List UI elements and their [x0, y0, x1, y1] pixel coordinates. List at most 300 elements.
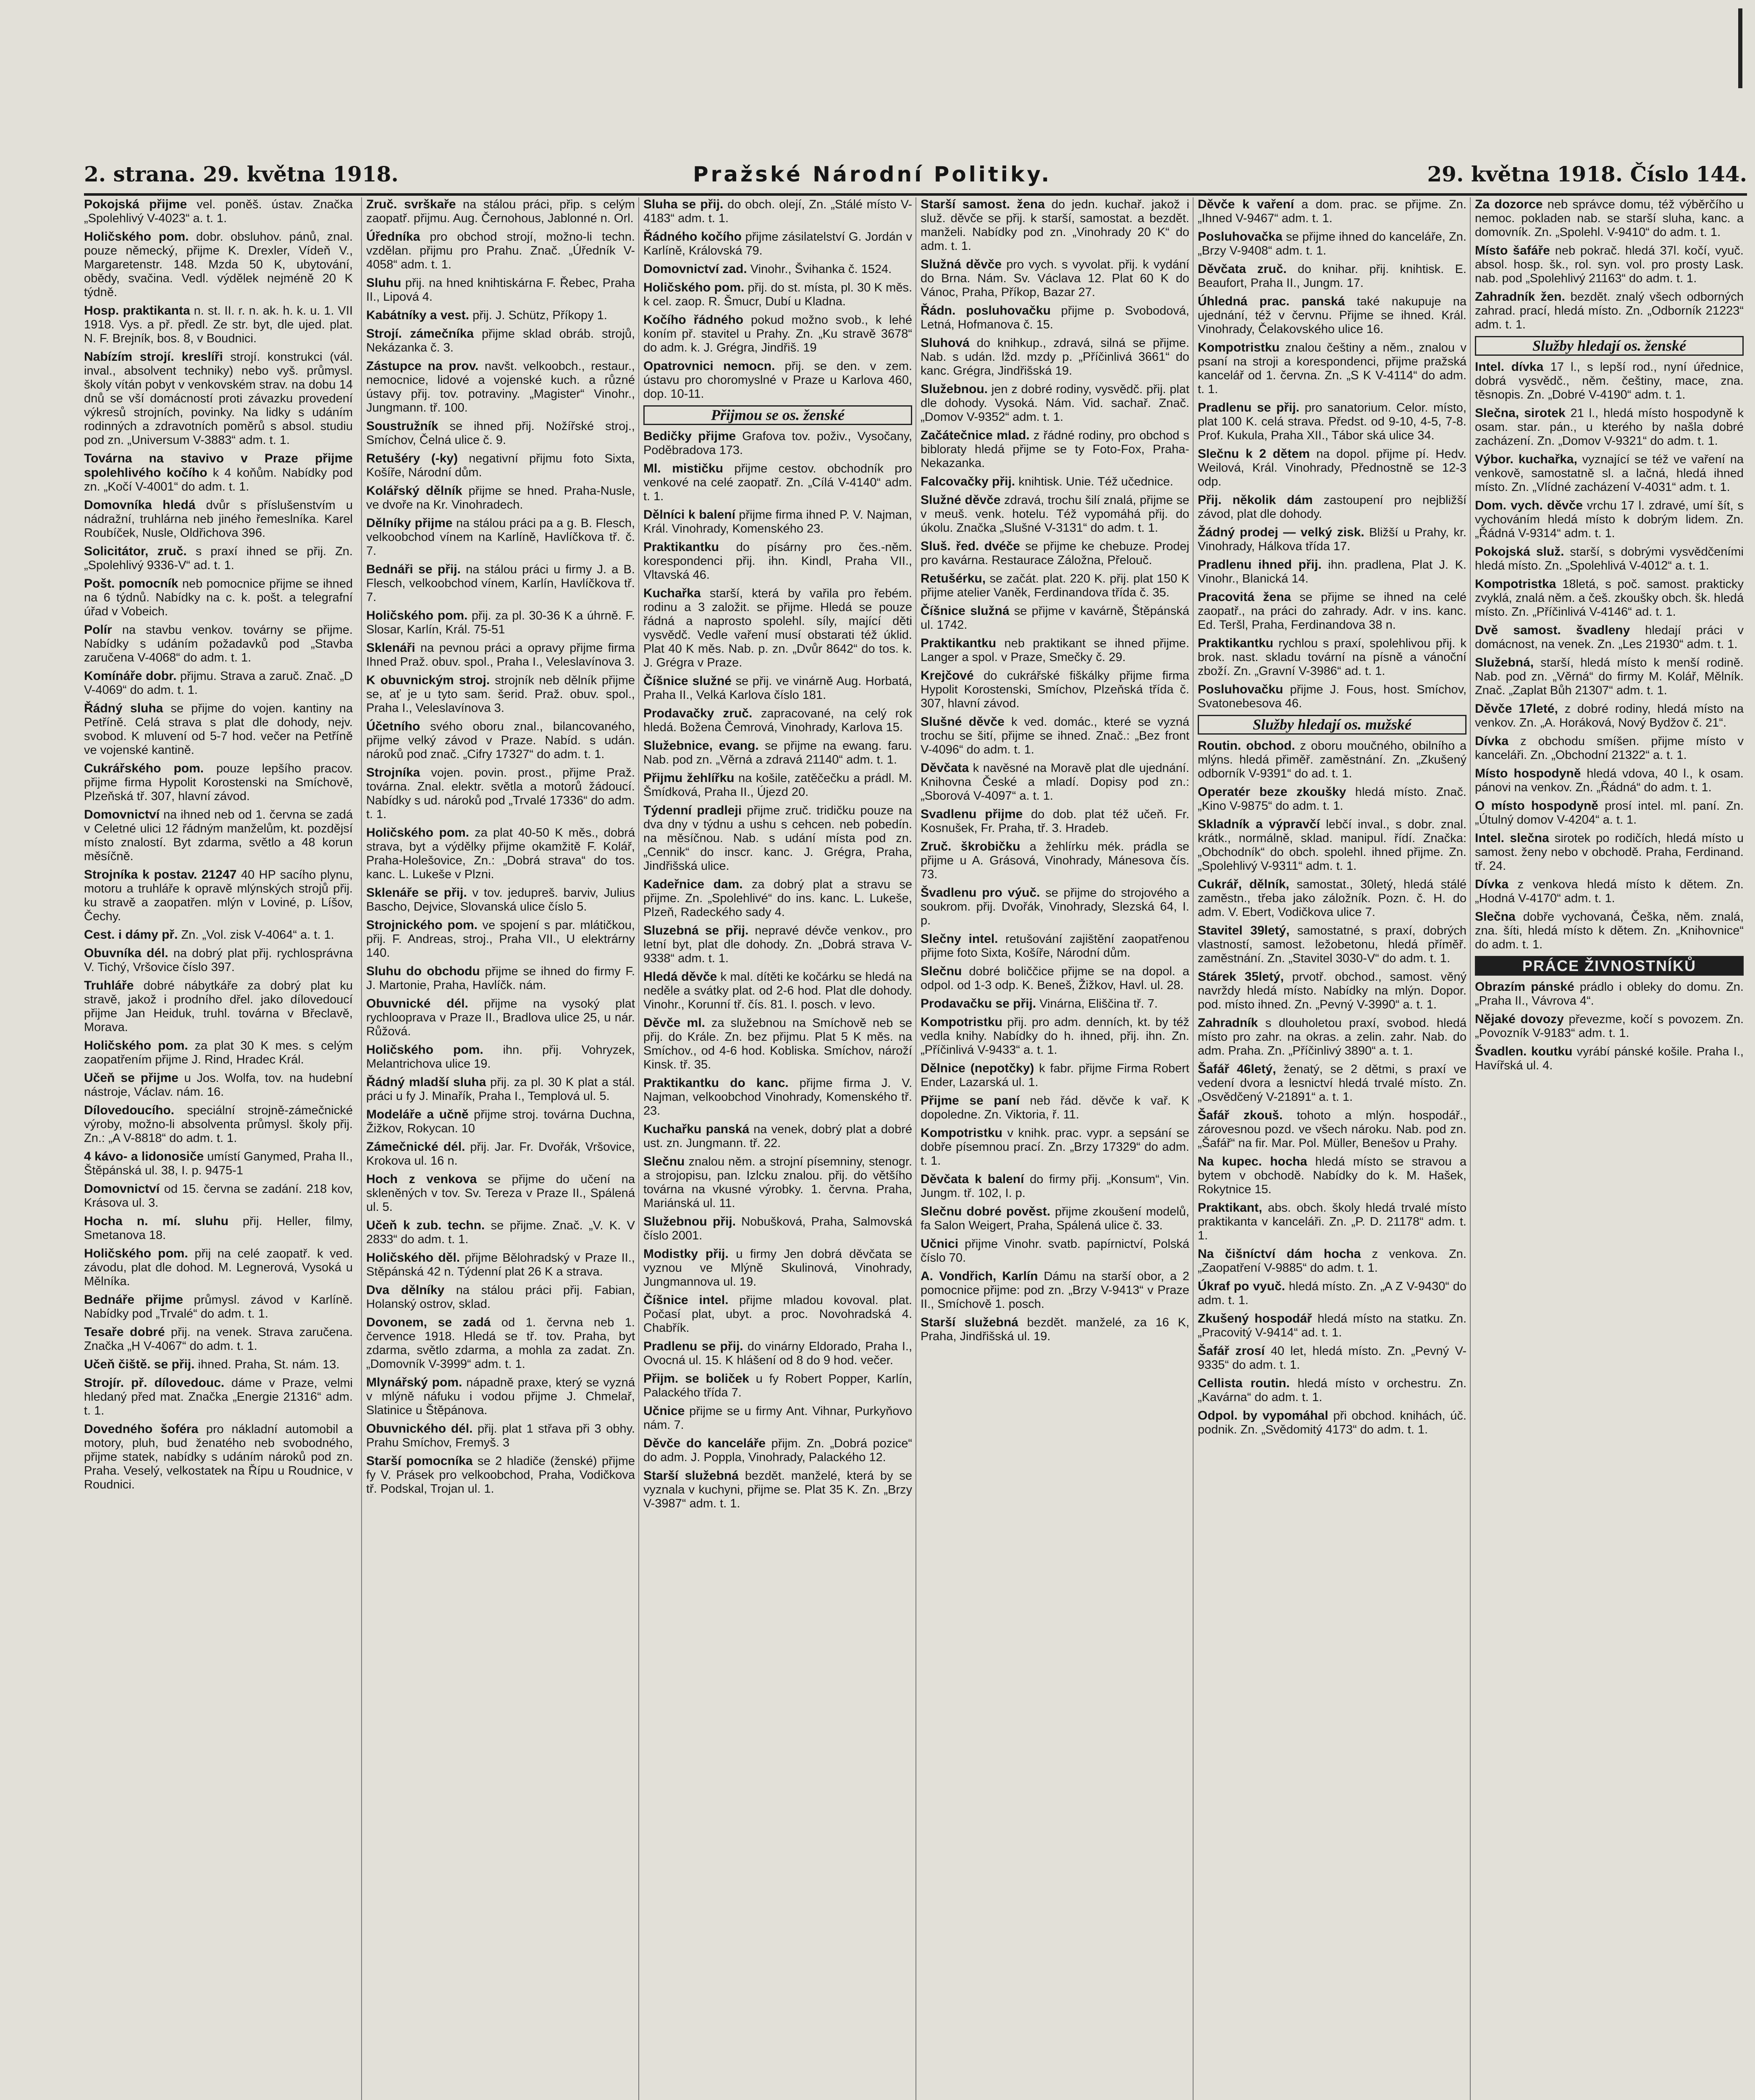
ad-text: do jedn. kuchař. jakož i služ. děvče se přij. k starší, samostat. a bezdět. manželi. Nabídky pod zn. „Vinohrady 20 K“ do adm. t. 1. — [921, 198, 1189, 253]
ad-heading: Strojnického pom. — [366, 918, 478, 932]
ad-text: do obch. olejí, Zn. „Stálé místo V-4183“ adm. t. 1. — [643, 198, 912, 225]
ad-heading: Zahradník — [1198, 1016, 1258, 1030]
ad-text: 17 l., s lepší rod., nyní úřednice, dobrá vysvědč., něm. češtiny, mace, zna. těsnopis. Zn. „Dobré V-4190“ adm. t. 1. — [1475, 360, 1744, 402]
classified-ad — [366, 516, 635, 558]
classified-ad — [84, 623, 353, 665]
ad-heading: Slečny intel. — [921, 932, 998, 946]
ad-text: svého oboru znal., bilancovaného, přijme velký závod v Praze. Nabíd. s udán. nároků pod znač. „Cifry 17327“ do adm. t. 1. — [366, 720, 635, 761]
classified-ad — [84, 544, 353, 572]
ad-text: k ved. domác., které se vyzná trochu se šití, přijme se ihned. Znač.: „Bez front V-4096“ do adm. t. 1. — [921, 715, 1189, 756]
ad-text: přijme zásilatelství G. Jordán v Karlíně, Královská 79. — [643, 230, 912, 257]
classified-ad — [1198, 877, 1466, 919]
classified-ad — [643, 924, 912, 966]
ad-heading: Pokojská služ. — [1475, 545, 1564, 559]
ad-heading: Posluhovačku — [1198, 682, 1283, 696]
ad-text: ihn. pradlena, Plat J. K. Vinohr., Blanická 14. — [1198, 558, 1466, 585]
ad-heading: Holičského pom. — [643, 281, 745, 294]
classified-ad — [1475, 910, 1744, 952]
classified-ad — [921, 886, 1189, 928]
ad-text: dobr. obsluhov. pánů, znal. pouze německý, přijme K. Drexler, Vídeň V., Margaretenstr. 148. Mzda 50 K, ubytování, obědy, svačina. Vedl. výdělek nejméně 20 K týdně. — [84, 230, 353, 299]
issue-date-number: 29. května 1918. Číslo 144. — [1427, 162, 1747, 186]
ad-heading: Sluha se přij. — [643, 197, 724, 211]
classified-ad — [1475, 545, 1744, 573]
classified-ad — [84, 1422, 353, 1492]
ad-heading: Na kupec. hocha — [1198, 1155, 1307, 1168]
ad-heading: Ml. mističku — [643, 462, 724, 475]
ad-text: zdravá, trochu šilí znalá, přijme se v meuš. venk. hotelu. Též vypomáhá přij. do úkolu. Značka „Slušné V-3131“ do adm. t. 1. — [921, 494, 1189, 535]
ad-text: na košile, zatěčečku a prádl. M. Šmídková, Praha II., Újezd 20. — [643, 772, 912, 799]
ad-heading: Kočího řádného — [643, 313, 744, 327]
ad-text: bezdět. znalý všech odborných zahrad. prací, hledá místo. Zn. „Odborník 21223“ adm. t. 1. — [1475, 290, 1744, 331]
classified-ad — [366, 1376, 635, 1418]
ad-text: se přij. ve vinárně Aug. Horbatá, Praha II., Velká Karlova číslo 181. — [643, 675, 912, 702]
classified-ad — [1198, 1409, 1466, 1437]
classified-ad — [366, 452, 635, 480]
ad-text: knihtisk. Unie. Též učednice. — [1018, 475, 1173, 488]
classified-ad — [366, 886, 635, 914]
classified-ad — [1198, 817, 1466, 873]
ad-text: neb řád. děvče k vař. K dopoledne. Zn. Viktoria, ř. 11. — [921, 1094, 1189, 1121]
ad-text: prvotř. obchod., samost. věný navrždy hledá místo. Nabídky na mlýn. Dopor. pod. místo ihned. Zn. „Pevný V-3990“ a. t. 1. — [1198, 970, 1466, 1011]
edge-mark — [1738, 8, 1742, 88]
ad-heading: Přijm. se boliček — [643, 1372, 750, 1386]
ad-text: přij. za pl. 30-36 K a úhrně. F. Slosar, Karlín, Král. 75-51 — [366, 609, 635, 636]
ad-text: pro obchod strojí, možno-li techn. vzdělan. přijmu pro Prahu. Znač. „Úředník V-4058“ adm. t. 1. — [366, 230, 635, 271]
ad-text: Zn. „Vol. zisk V-4064“ a. t. 1. — [181, 928, 334, 942]
ad-text: za plat 40-50 K měs., dobrá strava, byt a výdělky přijme okamžitě F. Kolář, Praha-Holešovice, Zn.: „Dobrá strava“ do tos. kanc. L. Lukeše v Plzni. — [366, 826, 635, 881]
ad-heading: Praktikantku do kanc. — [643, 1076, 789, 1090]
ad-heading: Operatér beze zkoušky — [1198, 785, 1346, 799]
classified-ad — [84, 1182, 353, 1210]
classified-ad — [643, 1469, 912, 1511]
classified-ad — [84, 946, 353, 974]
ad-heading: Zruč. škrobičku — [921, 840, 1020, 853]
ad-text: od 15. června se zadání. 218 kov, Krásova ul. 3. — [84, 1182, 353, 1210]
classified-ad — [1198, 447, 1466, 489]
classified-ad — [84, 761, 353, 803]
classified-ad — [1198, 1155, 1466, 1197]
classified-ad — [366, 1140, 635, 1168]
ad-heading: Číšnice služné — [643, 674, 732, 688]
classified-ad — [643, 359, 912, 401]
ad-heading: Praktikantku — [1198, 636, 1274, 650]
ad-text: na stálou práci, přip. s celým zaopatř. přijmu. Aug. Černohous, Jablonné n. Orl. — [366, 198, 635, 225]
ad-heading: Starší samost. žena — [921, 197, 1045, 211]
ad-heading: Prodavačky zruč. — [643, 706, 753, 720]
ad-text: bezdět. manželé, za 16 K, Praha, Jindřišská ul. 19. — [921, 1316, 1189, 1343]
ad-heading: Kompotristku — [1198, 341, 1280, 354]
ad-heading: Služebná, — [1475, 656, 1534, 669]
ad-text: Dámu na starší obor, a 2 pomocnice přijme: pod zn. „Brzy V-9413“ v Praze II., Smíchově 1. posch. — [921, 1270, 1189, 1311]
ad-text: na stálou práci u firmy J. a B. Flesch, velkoobchod vínem, Karlín, Havlíčkova tř. 7. — [366, 563, 635, 604]
ad-heading: Dělnice (nepotčky) — [921, 1061, 1034, 1075]
ad-text: neb správce domu, též výběrčího u nemoc. pokladen nab. se starší sluha, kanc. a domovník. Zn. „Spolehl. V-9410“ do adm. t. 1. — [1475, 198, 1744, 239]
ad-heading: Starší pomocníka — [366, 1454, 473, 1468]
classified-ad — [366, 1283, 635, 1311]
ad-text: se 2 hladiče (ženské) přijme fy V. Prásek pro velkoobchod, Praha, Vodičkova tř. Podskal, Trojan ul. 1. — [366, 1454, 635, 1496]
ad-text: přijme zkoušení modelů, fa Salon Weigert, Praha, Spálená ulice č. 33. — [921, 1205, 1189, 1232]
classified-ad — [643, 462, 912, 504]
ad-text: starší, která by vařila pro řebém. rodinu a 3 založit. se přijme. Hledá se pouze řádná a naprosto spolehl. síly, mající děti vysvědč. Vedle vaření musí obstarati též úklid. Plat 40 K měs. Nab. p. zn. „Dvůr 8642“ do tos. k. J. Grégra v Praze. — [643, 587, 912, 669]
classified-ad — [1198, 493, 1466, 521]
classified-ad — [84, 979, 353, 1034]
classified-ad — [1475, 1045, 1744, 1073]
column-3 — [638, 197, 912, 2100]
classified-ad — [84, 1325, 353, 1353]
ad-text: rychlou s praxí, spolehlivou přij. k brok. nast. skladu tovární na písně a vánoční zboží. Zn. „Gravní V-3986“ ad. t. 1. — [1198, 637, 1466, 678]
ad-text: nápadně praxe, který se vyzná v mlýně náfuku i vodou přijme J. Chmelař, Slatinice u Štěpánova. — [366, 1376, 635, 1417]
classified-ad — [1475, 766, 1744, 795]
classified-ad — [366, 719, 635, 761]
ad-text: znalou něm. a strojní písemniny, stenogr. a strojopisu, pan. Izlcku znalou. přij. do většího továrna na vkusné výrobky. 1. června. Praha, Mariánská ul. 11. — [643, 1155, 912, 1210]
classified-ad — [921, 1237, 1189, 1265]
ad-text: přij. na venek. Strava zaručena. Značka „H V-4067“ do adm. t. 1. — [84, 1326, 353, 1353]
classified-ad — [921, 1061, 1189, 1089]
column-1 — [84, 197, 353, 2100]
classified-ad — [1475, 290, 1744, 332]
ad-text: strojník neb dělník přijme se, ať je u tyto sam. šerid. Praž. obuv. spol., Praha I., Veleslavínova 3. — [366, 674, 635, 715]
ad-heading: Praktikantku — [643, 540, 719, 554]
ad-heading: Zkušený hospodář — [1198, 1312, 1312, 1326]
classified-ad — [84, 350, 353, 447]
ad-heading: Místo hospodyně — [1475, 766, 1581, 780]
ad-heading: Sluš. řed. dvéče — [921, 539, 1020, 553]
classified-ad — [921, 1015, 1189, 1057]
classified-ad — [366, 1043, 635, 1071]
ad-heading: 4 kávo- a lidonosiče — [84, 1150, 204, 1163]
classified-ad — [84, 1214, 353, 1242]
ad-text: k 4 koňům. Nabídky pod zn. „Kočí V-4001“ do adm. t. 1. — [84, 466, 353, 494]
classified-ad — [1475, 197, 1744, 239]
ad-text: se přijme. Znač. „V. K. V 2833“ do adm. t. 1. — [366, 1219, 635, 1246]
ad-heading: Holičského pom. — [366, 826, 470, 840]
ad-text: dvůr s příslušenstvím u nádražní, truhlárna neb jiného řemeslníka. Karel Roubíček, Nusle, Oldřichova 396. — [84, 499, 353, 540]
ad-heading: Úhledná prac. panská — [1198, 294, 1345, 308]
ad-text: dobré nábytkáře za dobrý plat ku stravě, jakož i prodního dřel. jako dílovedoucí přijme Jan Heiduk, truhl. továrna v Břeclavě, Morava. — [84, 979, 353, 1034]
ad-heading: Obuvnického dél. — [366, 1422, 473, 1436]
ad-text: přijme Vinohr. svatb. papírnictví, Polská číslo 70. — [921, 1237, 1189, 1265]
ad-heading: Slečna — [1475, 910, 1516, 924]
classified-ad — [84, 452, 353, 494]
classified-ad — [1198, 1344, 1466, 1372]
ad-heading: Domovníka hledá — [84, 498, 196, 512]
ad-text: se přijme do učení na skleněných v tov. Sv. Tereza v Praze II., Spálená ul. 5. — [366, 1173, 635, 1214]
ad-text: neb pokrač. hledá 37l. kočí, vyuč. absol. hosp. šk., rol. syn. vol. pro prosty Lask. nab. pod „Spolehlivý 21163“ do adm. t. 1. — [1475, 244, 1744, 285]
ad-text: do písárny pro čes.-něm. korespondenci přij. ihn. Kindl, Praha VII., Vltavská 46. — [643, 541, 912, 582]
ad-heading: Odpol. by vypomáhal — [1198, 1409, 1328, 1423]
ad-heading: Továrna na stavivo v Praze přijme spolehlivého kočího — [84, 452, 353, 480]
ad-text: hledá místo v orchestru. Zn. „Kavárna“ do adm. t. 1. — [1198, 1377, 1466, 1404]
ad-heading: Děvče ml. — [643, 1016, 706, 1030]
ad-heading: Úkraf po vyuč. — [1198, 1279, 1285, 1293]
ad-text: u Jos. Wolfa, tov. na hudební nástroje, Václav. nám. 16. — [84, 1071, 353, 1099]
classified-ad — [921, 539, 1189, 567]
ad-heading: Sklenáře se přij. — [366, 886, 467, 900]
ad-heading: Sluzebná se přij. — [643, 924, 749, 937]
ad-heading: Nabízím strojí. kreslíři — [84, 350, 223, 364]
ad-heading: Strojí. zámečníka — [366, 327, 474, 341]
ad-heading: Slečnu — [921, 964, 962, 978]
section-banner: PRÁCE ŽIVNOSTNÍKŮ — [1475, 956, 1744, 976]
ad-heading: Pracovitá žena — [1198, 590, 1291, 604]
classified-ad — [1198, 785, 1466, 813]
classified-ad — [921, 493, 1189, 535]
ad-heading: Strojníka k postav. 21247 — [84, 868, 237, 882]
ad-heading: Obrazím pánské — [1475, 980, 1574, 994]
ad-heading: Výbor. kuchařka, — [1475, 452, 1577, 466]
ad-text: samostatné, s praxí, dobrých vlastností, samost. ležobetonu, hledá příměř. zaměstnání. Zn. „Stavitel 3030-V“ do adm. t. 1. — [1198, 924, 1466, 965]
ad-text: na stálou práci pa a g. B. Flesch, velkoobchod vínem na Karlíně, Havlíčkova tř. č. 7. — [366, 517, 635, 558]
ad-text: vel. poněš. ústav. Značka „Spolehlivý V-4023“ a. t. 1. — [84, 198, 353, 225]
ad-heading: Opatrovnici nemocn. — [643, 359, 775, 373]
ad-heading: Hocha n. mí. sluhu — [84, 1214, 229, 1228]
ad-heading: Řádný sluha — [84, 701, 163, 715]
classified-ad — [366, 997, 635, 1039]
page-number-date: 2. strana. 29. května 1918. — [84, 162, 399, 186]
classified-ad — [84, 1376, 353, 1418]
classified-ad — [1198, 525, 1466, 554]
ad-heading: Sluhu do obchodu — [366, 964, 480, 978]
ad-heading: Domovnictví zad. — [643, 262, 747, 276]
classified-ad — [1475, 499, 1744, 541]
classified-ad — [1475, 577, 1744, 619]
ad-heading: Slečnu — [643, 1155, 685, 1168]
section-banner: Služby hledají os. mužské — [1198, 715, 1466, 735]
classified-ad — [366, 276, 635, 304]
ad-text: pro nákladní automobil a motory, pluh, bud ženatého neb svobodného, přijme statek, nabídky s udáním nároků pod zn. Praha. Veselý, velkostatek na Řípu u Roudnice, v Roudnici. — [84, 1423, 353, 1491]
classified-ad — [921, 572, 1189, 600]
ad-text: prádlo i obleky do domu. Zn. „Praha II., Vávrova 4“. — [1475, 980, 1744, 1008]
classified-ad — [1475, 244, 1744, 286]
ad-text: ihn. přij. Vohryzek, Melantrichova ulice 19. — [366, 1043, 635, 1071]
classified-ad — [366, 964, 635, 992]
ad-heading: Bednáři se přij. — [366, 562, 461, 576]
classified-ad — [643, 1155, 912, 1210]
ad-heading: Na čišníctví dám hocha — [1198, 1247, 1361, 1261]
classified-ad — [921, 428, 1189, 470]
ad-heading: Slečnu dobré pověst. — [921, 1205, 1051, 1218]
ad-heading: Přijmu žehlířku — [643, 771, 735, 785]
classified-ad — [366, 1108, 635, 1136]
ad-text: starší, hledá místo k menší rodině. Nab. pod zn. „Věrná“ do firmy M. Kolář, Mělník. Znač. „Zaplat Bůh 21307“ adm. t. 1. — [1475, 656, 1744, 697]
ad-heading: Děvčata zruč. — [1198, 262, 1287, 276]
ad-text: z venkova. Zn. „Zaopatření V-9885“ do adm. t. 1. — [1198, 1247, 1466, 1275]
classified-ad — [1198, 636, 1466, 678]
ad-text: strojí. konstrukci (vál. inval., absolvent techniky) nebo vyš. průmysl. školy vítán pobyt v venkovském strav. na dobu 14 dnů se vší domácností proti závazku provedení výkresů strojních, povinky. Na lidky s udáním rodinných a zdravotních poměrů s absol. studiu pod zn. „Universum V-3883“ adm. t. 1. — [84, 350, 353, 447]
ad-text: dobře vychovaná, Češka, něm. znalá, zna. šíti, hledá místo k dětem. Zn. „Knihovnice“ do adm. t. 1. — [1475, 910, 1744, 951]
section-banner: Přijmou se os. ženské — [643, 405, 912, 425]
ad-text: znalou češtiny a něm., znalou v psaní na stroji a korespondenci, přijme pražská kancelář od 1. června. Zn. „S K V-4114“ do adm. t. 1. — [1198, 341, 1466, 396]
ad-heading: Začátečnice mlad. — [921, 428, 1030, 442]
classified-ad — [1475, 656, 1744, 698]
ad-text: k mal. dítěti ke kočárku se hledá na neděle a svátky plat. od 2-6 hod. Plat dle dohody. Vinohr., Korunní tř. čís. 81. I. posch. v levo. — [643, 970, 912, 1011]
ad-heading: Komínáře dobr. — [84, 669, 177, 683]
classified-ad — [921, 1094, 1189, 1122]
ad-text: na dopol. přijme pí. Hedv. Weilová, Král. Vinohrady, Přednostně se 12-3 odp. — [1198, 447, 1466, 488]
classified-ad — [84, 928, 353, 942]
ad-heading: Kolářský dělník — [366, 484, 462, 498]
classified-ad — [643, 1215, 912, 1243]
ad-text: nepravé dévče venkov., pro letní byt, plat dle dohody. Zn. „Dobrá strava V-9338“ adm. t. 1. — [643, 924, 912, 965]
ad-heading: Služné děvče — [921, 493, 1001, 507]
ad-text: negativní přijmu foto Sixta, Košíře, Národní dům. — [366, 452, 635, 479]
ad-text: bezdět. manželé, která by se vyznala v kuchyni, přijme se. Plat 35 K. Zn. „Brzy V-3987“ adm. t. 1. — [643, 1469, 912, 1510]
classified-ad — [1198, 1247, 1466, 1275]
classified-ad — [1198, 262, 1466, 290]
ad-heading: Svadlenu přijme — [921, 807, 1023, 821]
ad-heading: Intel. dívka — [1475, 360, 1544, 374]
ad-heading: Přij. několik dám — [1198, 493, 1313, 507]
classified-ad — [1198, 558, 1466, 586]
ad-text: k fabr. přijme Firma Robert Ender, Lazarská ul. 1. — [921, 1062, 1189, 1089]
classified-ad — [84, 304, 353, 346]
ad-text: sirotek po rodičích, hledá místo u samost. ženy nebo v obchodě. Praha, Ferdinand. tř. 24. — [1475, 832, 1744, 873]
ad-text: dáme v Praze, velmi hledaný před mat. Značka „Energie 21316“ adm. t. 1. — [84, 1376, 353, 1418]
classified-ad — [1198, 1201, 1466, 1243]
ad-heading: Cest. i dámy př. — [84, 928, 178, 942]
ad-text: přijme J. Fous, host. Smíchov, Svatonebesova 46. — [1198, 683, 1466, 710]
ad-text: při obchod. knihách, úč. podnik. Zn. „Svědomitý 4173“ do adm. t. 1. — [1198, 1409, 1466, 1436]
ad-heading: Hosp. praktikanta — [84, 304, 190, 318]
ad-text: z dobré rodiny, hledá místo na venkov. Zn. „A. Horáková, Nový Bydžov č. 21“. — [1475, 702, 1744, 730]
ad-text: přijme p. Svobodová, Letná, Hofmanova č. 15. — [921, 304, 1189, 331]
ad-heading: Pošt. pomocník — [84, 577, 178, 591]
classified-ad — [84, 808, 353, 864]
classified-ad — [366, 826, 635, 882]
ad-text: zastoupení pro nejbližší závod, plat dle dohody. — [1198, 494, 1466, 521]
classified-ad — [1198, 924, 1466, 966]
ad-heading: Dvě samost. švadleny — [1475, 623, 1630, 637]
ad-text: hledají práci v domácnost, na venek. Zn. „Les 21930“ adm. t. 1. — [1475, 624, 1744, 651]
ad-text: hledá místo. Zn. „A Z V-9430“ do adm. t. 1. — [1198, 1280, 1466, 1307]
ad-heading: Nějaké dovozy — [1475, 1012, 1564, 1026]
ad-heading: Slečna, sirotek — [1475, 406, 1566, 420]
ad-text: speciální strojně-zámečnické výroby, možno-li absolventa průmysl. školy přij. Zn.: „A V-8818“ do adm. t. 1. — [84, 1104, 353, 1145]
ad-text: na dobrý plat přij. rychlosprávna V. Tichý, Vršovice číslo 397. — [84, 947, 353, 974]
ad-heading: Routin. obchod. — [1198, 739, 1295, 753]
ad-text: jen z dobré rodiny, vysvědč. přij. plat dle dohody. Vysoká. Nám. Vid. sachař. Znač. „Domov V-9352“ adm. t. 1. — [921, 383, 1189, 424]
classified-ad — [643, 970, 912, 1012]
classified-ad — [921, 636, 1189, 664]
ad-text: přijme na vysoký plat rychlooprava v Praze II., Bradlova ulice 25, u nár. Růžová. — [366, 997, 635, 1038]
ad-text: z obchodu smíšen. přijme místo v kanceláři. Zn. „Obchodní 21322“ a. t. 1. — [1475, 735, 1744, 762]
classified-ad — [643, 1016, 912, 1072]
ad-heading: Kompotristku — [921, 1015, 1002, 1029]
ad-heading: Šafář 46letý, — [1198, 1062, 1276, 1076]
ad-text: do firmy přij. „Konsum“, Vin. Jungm. tř. 102, I. p. — [921, 1173, 1189, 1200]
ad-heading: Mlynářský pom. — [366, 1376, 462, 1389]
ad-text: ve spojení s par. mlátičkou, přij. F. Andreas, stroj., Praha VII., U elektrárny 140. — [366, 919, 635, 960]
ad-text: vojen. povin. prost., přijme Praž. továrna. Znal. elektr. světla a motorů žádoucí. Nabídky s ud. nároků pod „Trvalé 17336“ do adm. t. 1. — [366, 766, 635, 821]
ad-text: abs. obch. školy hledá trvalé místo praktikanta v kanceláři. Zn. „P. D. 21178“ adm. t. 1. — [1198, 1201, 1466, 1242]
classified-ad — [1475, 623, 1744, 651]
ad-heading: Dovedného šoféra — [84, 1422, 199, 1436]
ad-heading: Modistky přij. — [643, 1247, 729, 1261]
classified-ad — [643, 429, 912, 457]
classified-ad — [366, 562, 635, 604]
ad-text: za služebnou na Smíchově neb se přij. do Krále. Zn. bez přijmu. Plat 5 K měs. na Smíchov., od 4-6 hod. Kobliska. Smíchov, nároží Kinsk. tř. 35. — [643, 1016, 912, 1071]
classified-ad — [1198, 197, 1466, 226]
ad-heading: Řádný mladší sluha — [366, 1075, 486, 1089]
ad-heading: Děvče 17leté, — [1475, 702, 1558, 716]
ad-heading: Dom. vych. děvče — [1475, 499, 1583, 512]
classified-ad — [366, 609, 635, 637]
classified-ad — [1475, 799, 1744, 827]
ad-heading: Řádného kočího — [643, 230, 742, 244]
ad-heading: Kompotristka — [1475, 577, 1556, 591]
ad-text: se přijme do vojen. kantiny na Petříně. Celá strava s plat dle dohody, nejv. svobod. K mluvení od 5-7 hod. večer na Petříně ve vojenské kantině. — [84, 702, 353, 757]
classified-ad — [643, 1372, 912, 1400]
ad-text: přij. plat 1 střava při 3 obhy. Prahu Smíchov, Fremyš. 3 — [366, 1422, 635, 1449]
ad-text: vrchu 17 l. zdravé, umí šít, s vychováním hledá místo k dobrým lidem. Zn. „Řádná V-9314“ adm. t. 1. — [1475, 499, 1744, 540]
ad-text: průmysl. závod v Karlíně. Nabídky pod „Trvalé“ do adm. t. 1. — [84, 1293, 353, 1320]
ad-text: k navěsné na Moravě plat dle ujednání. Knihovna České a mladí. Dopisy pod zn.: „Sborová V-4097“ a. t. 1. — [921, 761, 1189, 803]
classified-ad — [1198, 230, 1466, 258]
classified-ad — [643, 508, 912, 536]
ad-text: z venkova hledá místo k dětem. Zn. „Hodná V-4170“ adm. t. 1. — [1475, 878, 1744, 905]
ad-text: 40 let, hledá místo. Zn. „Pevný V-9335“ do adm. t. 1. — [1198, 1344, 1466, 1372]
classified-ad — [1198, 1279, 1466, 1307]
ad-heading: Sklenáři — [366, 641, 415, 655]
ad-heading: Za dozorce — [1475, 197, 1543, 211]
classified-ad — [366, 766, 635, 822]
ad-heading: Slečnu k 2 dětem — [1198, 447, 1310, 461]
ad-text: přij. za pl. 30 K plat a stál. práci u fy J. Minařík, Praha I., Templová ul. 5. — [366, 1076, 635, 1103]
column-5 — [1193, 197, 1466, 2100]
ad-heading: Přijme se paní — [921, 1094, 1020, 1108]
ad-text: přijme se u firmy Ant. Vihnar, Purkyňovo nám. 7. — [643, 1404, 912, 1432]
ad-heading: Dílovedoucího. — [84, 1103, 175, 1117]
ad-text: přij na celé zaopatř. k ved. závodu, plat dle dohod. M. Legnerová, Vysoká u Mělníka. — [84, 1247, 353, 1288]
classified-ad — [643, 313, 912, 355]
ad-text: se přijme ke chebuze. Prodej pro kavárna. Restaurace Záložna, Přelouč. — [921, 540, 1189, 567]
classified-ad — [366, 1218, 635, 1247]
classified-ad — [643, 197, 912, 226]
classified-ad — [366, 359, 635, 415]
ad-text: přijme mladou kovoval. plat. Počasí plat, ubyt. a proc. Novohradská 4. Chabřík. — [643, 1294, 912, 1335]
ad-text: hledá vdova, 40 l., k osam. pánovi na venkov. Zn. „Řádná“ do adm. t. 1. — [1475, 767, 1744, 794]
column-6 — [1470, 197, 1744, 2100]
ad-heading: Sluhová — [921, 336, 970, 350]
ad-heading: Truhláře — [84, 979, 134, 992]
ad-heading: Místo šafáře — [1475, 244, 1550, 257]
classified-ad — [643, 1122, 912, 1150]
classified-ad — [643, 739, 912, 767]
classified-ad — [643, 540, 912, 582]
ad-heading: Obuvníka dél. — [84, 946, 168, 960]
classified-ad — [84, 230, 353, 299]
ad-text: přijme cestov. obchodník pro venkové na celé zaopatř. Zn. „Cílá V-4140“ adm. t. 1. — [643, 462, 912, 503]
ad-text: přij. Jar. Fr. Dvořák, Vršovice, Krokova ul. 16 n. — [366, 1140, 635, 1168]
classified-ad — [84, 1103, 353, 1145]
ad-heading: Hoch z venkova — [366, 1172, 477, 1186]
ad-heading: Stavitel 39letý, — [1198, 924, 1290, 937]
classified-ad — [1475, 452, 1744, 494]
newspaper-title: Pražské Národní Politiky. — [693, 162, 1052, 186]
classified-ad — [1198, 970, 1466, 1012]
ad-heading: Cukrář, dělník, — [1198, 877, 1289, 891]
classified-ad — [366, 918, 635, 960]
ad-text: 18letá, s poč. samost. prakticky zvyklá, znalá něm. a češ. zkoušky obch. šk. hledá místo. Zn. „Příčinlivá V-4146“ ad. t. 1. — [1475, 578, 1744, 619]
ad-heading: Cellista routin. — [1198, 1376, 1290, 1390]
classified-ad — [84, 701, 353, 757]
classified-ad — [643, 281, 912, 309]
ad-heading: Praktikant, — [1198, 1201, 1262, 1215]
ad-heading: Soustružník — [366, 419, 438, 433]
ad-heading: Slušné děvče — [921, 715, 1005, 729]
classified-ad — [643, 1339, 912, 1368]
ad-text: přij. se den. v zem. ústavu pro choromyslné v Praze u Karlova 460, dop. 10-11. — [643, 360, 912, 401]
